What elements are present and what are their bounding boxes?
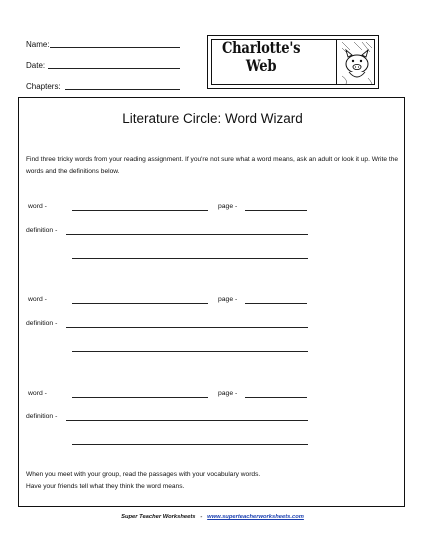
instructions-text: Find three tricky words from your reading assignment. If you're not sure what a word means, ask an adult or look it up. Write the words and the definitions below.	[26, 156, 399, 175]
word-label-1: word -	[28, 203, 47, 210]
logo-title-line1: Charlotte's	[221, 38, 301, 57]
pig-icon	[340, 40, 374, 84]
page-label-3: page -	[218, 390, 238, 397]
logo-title	[216, 39, 306, 75]
page-field-3[interactable]	[245, 397, 307, 398]
definition-label-3: definition -	[26, 413, 58, 420]
date-label: Date:	[26, 61, 46, 70]
name-field[interactable]	[50, 47, 180, 48]
definition-field-2b[interactable]	[72, 351, 308, 352]
date-field[interactable]	[48, 68, 180, 69]
worksheet-title: Literature Circle: Word Wizard	[122, 111, 303, 126]
footer-url-link[interactable]: www.superteacherworksheets.com	[207, 514, 304, 520]
page-footer	[0, 514, 425, 520]
chapters-field[interactable]	[65, 89, 180, 90]
logo-title-line2: Web	[245, 56, 277, 75]
definition-label-2: definition -	[26, 320, 58, 327]
word-label-2: word -	[28, 296, 47, 303]
word-field-2[interactable]	[72, 303, 208, 304]
footer-separator: -	[200, 514, 203, 520]
definition-field-3b[interactable]	[72, 444, 308, 445]
page-field-1[interactable]	[245, 210, 307, 211]
page-field-2[interactable]	[245, 303, 307, 304]
definition-field-2a[interactable]	[66, 327, 308, 328]
closing-line-2: Have your friends tell what they think the word means.	[26, 483, 185, 490]
chapters-label: Chapters:	[26, 82, 61, 91]
book-logo	[207, 35, 379, 89]
page-label-1: page -	[218, 203, 238, 210]
definition-label-1: definition -	[26, 227, 58, 234]
definition-field-1a[interactable]	[66, 234, 308, 235]
name-label: Name:	[26, 40, 50, 49]
page-label-2: page -	[218, 296, 238, 303]
definition-field-1b[interactable]	[72, 258, 308, 259]
word-field-3[interactable]	[72, 397, 208, 398]
word-label-3: word -	[28, 390, 47, 397]
definition-field-3a[interactable]	[66, 420, 308, 421]
closing-instructions	[26, 469, 260, 493]
word-field-1[interactable]	[72, 210, 208, 211]
closing-line-1: When you meet with your group, read the passages with your vocabulary words.	[26, 471, 261, 478]
footer-site-name: Super Teacher Worksheets	[121, 514, 196, 520]
